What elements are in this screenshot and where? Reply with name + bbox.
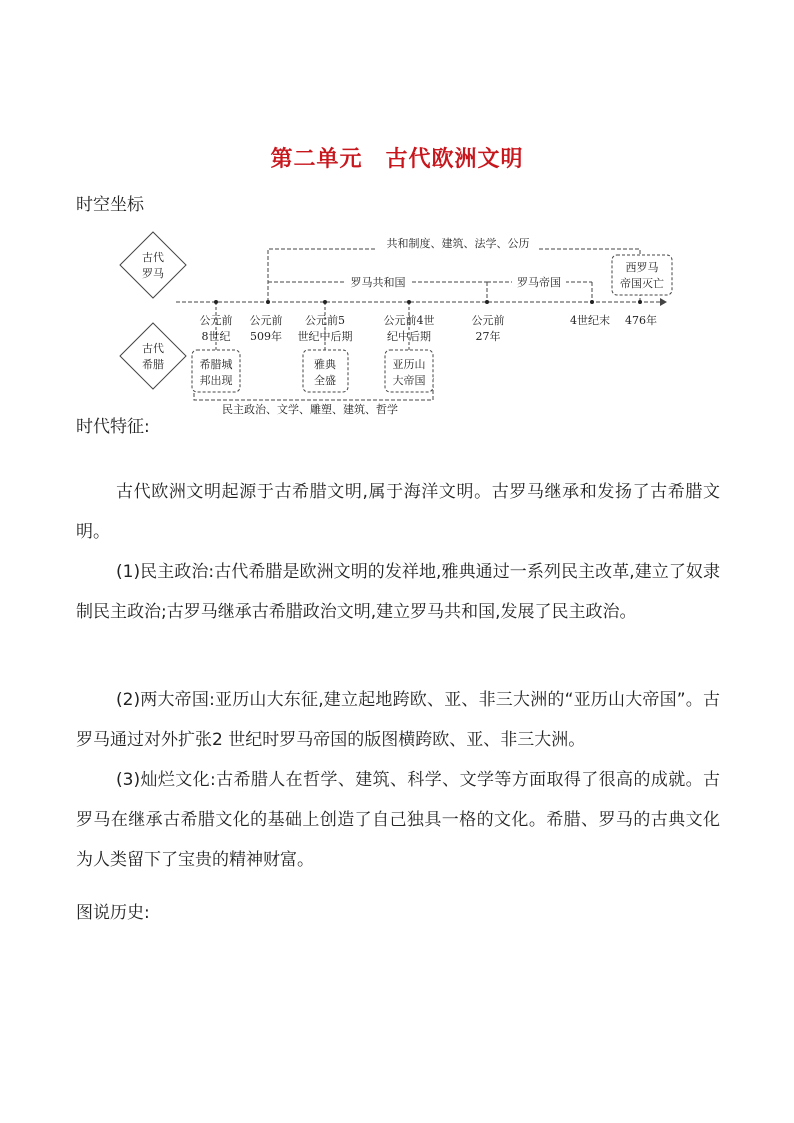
greek-event-label: 亚历山	[392, 358, 426, 371]
unit-title: 第二单元 古代欧洲文明	[270, 147, 524, 172]
republic-label: 罗马共和国	[350, 276, 406, 289]
tick-label: 27年	[475, 330, 501, 343]
bottom-bracket-label: 民主政治、文学、雕塑、建筑、哲学	[222, 403, 398, 416]
tick-label: 4世纪末	[570, 314, 610, 327]
section-spacetime: 时空坐标	[76, 195, 144, 215]
greek-event-label: 邦出现	[199, 374, 233, 387]
paragraph-democracy: (1)民主政治:古代希腊是欧洲文明的发祥地,雅典通过一系列民主改革,建立了奴隶制民主政治;古罗马继承古希腊政治文明,建立罗马共和国,发展了民主政治。	[76, 562, 720, 622]
rome-label-2: 罗马	[142, 267, 164, 280]
top-bracket-line	[268, 249, 640, 302]
axis-arrow	[660, 298, 667, 306]
empire-label: 罗马帝国	[517, 276, 561, 289]
paragraph-intro: 古代欧洲文明起源于古希腊文明,属于海洋文明。古罗马继承和发扬了古希腊文明。	[76, 482, 720, 542]
tick-label: 509年	[250, 330, 282, 343]
west-rome-label-1: 西罗马	[625, 261, 659, 274]
tick-label: 世纪中后期	[297, 330, 353, 343]
greek-event-label: 雅典	[314, 358, 336, 371]
paragraph-empires: (2)两大帝国:亚历山大东征,建立起地跨欧、亚、非三大洲的“亚历山大帝国”。古罗马通过对外扩张2 世纪时罗马帝国的版图横跨欧、亚、非三大洲。	[76, 690, 720, 750]
tick-label: 公元前	[471, 314, 505, 327]
rome-label-1: 古代	[142, 251, 164, 264]
tick-label: 公元前5	[305, 314, 345, 327]
greece-label-2: 希腊	[142, 358, 164, 371]
section-pictures: 图说历史:	[76, 903, 150, 923]
tick-label: 公元前	[199, 314, 233, 327]
tick-label: 476年	[625, 314, 657, 327]
tick-label: 公元前4世	[383, 314, 435, 327]
tick-label: 8世纪	[201, 330, 231, 343]
tick-label: 公元前	[249, 314, 283, 327]
paragraph-culture: (3)灿烂文化:古希腊人在哲学、建筑、科学、文学等方面取得了很高的成就。古罗马在继承古希腊文化的基础上创造了自己独具一格的文化。希腊、罗马的古典文化为人类留下了宝贵的精神财富。	[76, 770, 720, 870]
greek-event-label: 大帝国	[392, 374, 426, 387]
top-bracket-label: 共和制度、建筑、法学、公历	[386, 237, 530, 250]
section-features: 时代特征:	[76, 417, 150, 437]
west-rome-label-2: 帝国灭亡	[620, 277, 664, 290]
greece-diamond	[120, 323, 186, 389]
greek-event-label: 全盛	[314, 374, 336, 387]
tick-label: 纪中后期	[387, 330, 431, 343]
rome-diamond	[120, 232, 186, 298]
greek-event-label: 希腊城	[199, 358, 233, 371]
greece-label-1: 古代	[142, 342, 164, 355]
